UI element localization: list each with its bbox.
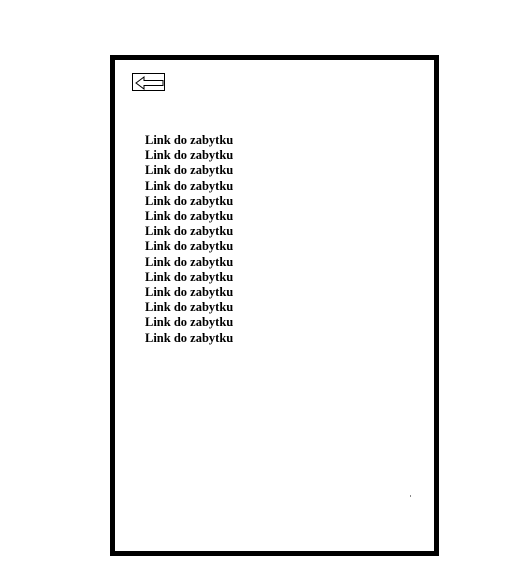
- monument-link[interactable]: Link do zabytku: [145, 133, 234, 147]
- list-item: [145, 194, 233, 209]
- list-item: [145, 331, 233, 346]
- list-item: [145, 209, 233, 224]
- monument-link-list: [145, 133, 233, 346]
- list-item: [145, 179, 233, 194]
- monument-link[interactable]: Link do zabytku: [145, 269, 234, 284]
- list-item: [145, 255, 233, 270]
- monument-link[interactable]: Link do zabytku: [145, 163, 234, 178]
- back-button[interactable]: [132, 73, 165, 91]
- monument-link[interactable]: Link do zabytku: [145, 300, 234, 315]
- list-item: [145, 163, 233, 178]
- list-item: [145, 148, 233, 163]
- monument-link[interactable]: Link do zabytku: [145, 178, 234, 193]
- monument-link[interactable]: Link do zabytku: [145, 285, 234, 300]
- monument-link[interactable]: Link do zabytku: [145, 254, 234, 269]
- monument-link[interactable]: Link do zabytku: [145, 193, 234, 208]
- list-item: [145, 285, 233, 300]
- list-item: [145, 315, 233, 330]
- list-item: [145, 239, 233, 254]
- list-item: [145, 224, 233, 239]
- list-item: [145, 133, 233, 148]
- monument-link[interactable]: Link do zabytku: [145, 315, 234, 330]
- monument-link[interactable]: Link do zabytku: [145, 224, 234, 239]
- list-item: [145, 270, 233, 285]
- stray-dot: [410, 495, 411, 497]
- monument-link[interactable]: Link do zabytku: [145, 239, 234, 254]
- monument-link[interactable]: Link do zabytku: [145, 330, 234, 345]
- monument-link[interactable]: Link do zabytku: [145, 209, 234, 224]
- monument-link[interactable]: Link do zabytku: [145, 148, 234, 163]
- arrow-left-icon: [133, 74, 166, 92]
- list-item: [145, 300, 233, 315]
- phone-screen-frame: [110, 55, 439, 556]
